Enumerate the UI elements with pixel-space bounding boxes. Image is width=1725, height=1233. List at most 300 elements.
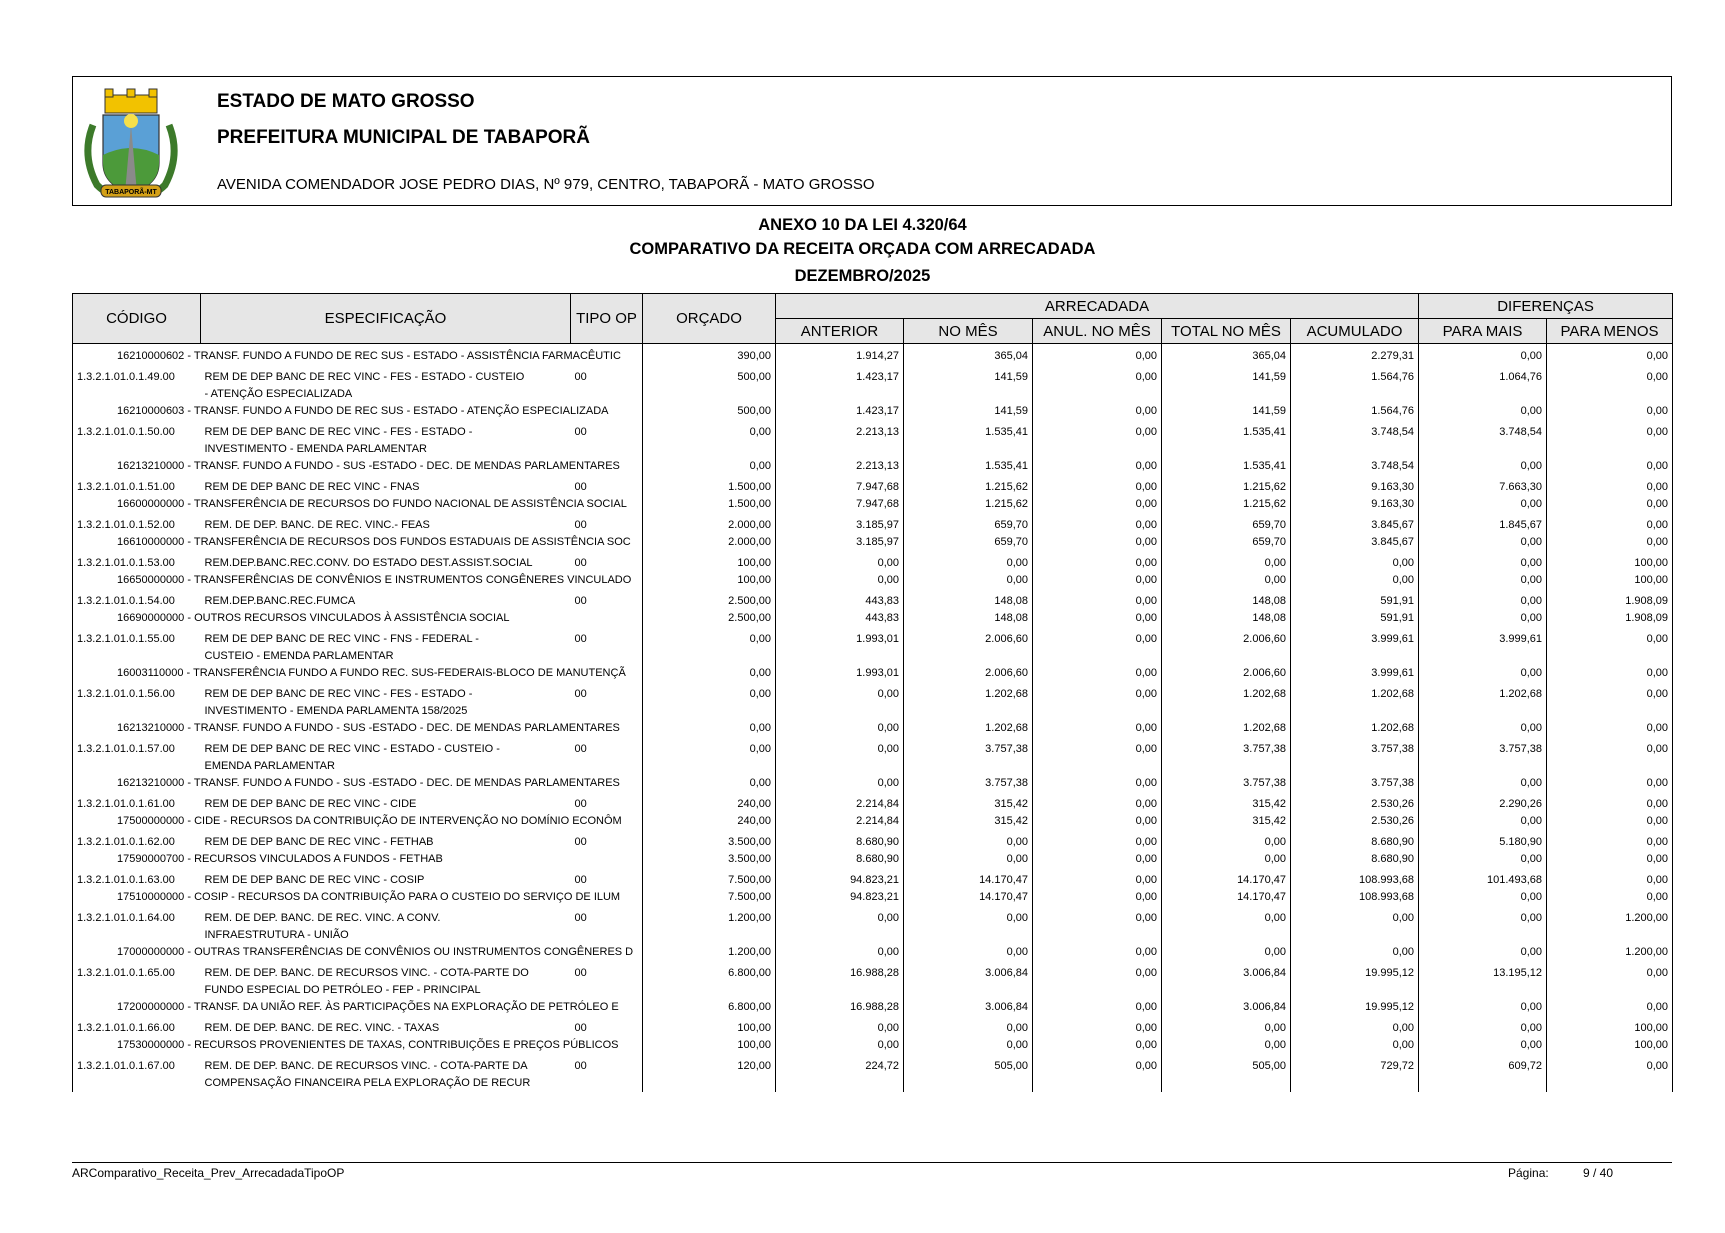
table-row [73, 1054, 1673, 1092]
revenue-table [72, 293, 1673, 1092]
value-para-menos: 1.200,00 [1547, 906, 1673, 944]
value-anul-no-mes: 0,00 [1033, 403, 1162, 420]
value-anul-no-mes: 0,00 [1033, 665, 1162, 682]
description-line: CUSTEIO - EMENDA PARLAMENTAR [204, 650, 394, 662]
description-line: REM DE DEP BANC DE REC VINC - FETHAB [204, 836, 434, 848]
value-para-menos: 100,00 [1547, 1016, 1673, 1037]
value-para-mais: 0,00 [1419, 344, 1547, 366]
value-anterior: 8.680,90 [776, 851, 904, 868]
value-no-mes: 365,04 [904, 344, 1033, 366]
value-para-menos: 0,00 [1547, 513, 1673, 534]
value-acumulado: 2.530,26 [1291, 792, 1419, 813]
value-para-mais: 0,00 [1419, 906, 1547, 944]
value-total-no-mes: 2.006,60 [1162, 627, 1291, 665]
value-total-no-mes: 315,42 [1162, 792, 1291, 813]
description-line: EMENDA PARLAMENTAR [204, 760, 335, 772]
tipo-op: 00 [571, 1054, 643, 1092]
source-code: 17530000000 [117, 1039, 185, 1051]
value-para-mais: 0,00 [1419, 813, 1547, 830]
value-total-no-mes: 0,00 [1162, 830, 1291, 851]
value-acumulado: 3.999,61 [1291, 665, 1419, 682]
value-no-mes: 1.215,62 [904, 475, 1033, 496]
description-line: REM DE DEP BANC DE REC VINC - FNAS [204, 481, 420, 493]
account-description [201, 551, 571, 572]
value-para-menos: 100,00 [1547, 1037, 1673, 1054]
account-description [201, 1054, 571, 1092]
value-acumulado: 9.163,30 [1291, 496, 1419, 513]
table-row [73, 792, 1673, 813]
col-header-para-mais: PARA MAIS [1419, 319, 1547, 344]
account-description [201, 737, 571, 775]
source-cell [73, 496, 643, 513]
value-total-no-mes: 1.215,62 [1162, 496, 1291, 513]
value-no-mes: 14.170,47 [904, 868, 1033, 889]
value-para-mais: 0,00 [1419, 851, 1547, 868]
value-para-mais: 0,00 [1419, 496, 1547, 513]
source-description: - TRANSFERÊNCIA DE RECURSOS DOS FUNDOS ESTADUAIS DE ASSISTÊNCIA SOC [187, 536, 631, 548]
value-total-no-mes: 315,42 [1162, 813, 1291, 830]
value-total-no-mes: 1.535,41 [1162, 420, 1291, 458]
value-total-no-mes: 3.006,84 [1162, 961, 1291, 999]
tipo-op: 00 [571, 737, 643, 775]
table-row [73, 627, 1673, 665]
account-description [201, 475, 571, 496]
value-para-menos: 0,00 [1547, 961, 1673, 999]
value-para-mais: 0,00 [1419, 720, 1547, 737]
value-para-menos: 0,00 [1547, 534, 1673, 551]
value-anul-no-mes: 0,00 [1033, 589, 1162, 610]
value-anul-no-mes: 0,00 [1033, 365, 1162, 403]
value-anul-no-mes: 0,00 [1033, 720, 1162, 737]
account-code: 1.3.2.1.01.0.1.63.00 [73, 868, 201, 889]
value-no-mes: 315,42 [904, 792, 1033, 813]
value-para-menos: 1.908,09 [1547, 610, 1673, 627]
value-no-mes: 0,00 [904, 830, 1033, 851]
value-orcado: 1.200,00 [643, 906, 776, 944]
description-line: REM DE DEP BANC DE REC VINC - ESTADO - CUSTEIO - [204, 743, 500, 755]
value-orcado: 390,00 [643, 344, 776, 366]
col-header-total-no-mes: TOTAL NO MÊS [1162, 319, 1291, 344]
address: AVENIDA COMENDADOR JOSE PEDRO DIAS, Nº 979, CENTRO, TABAPORÃ - MATO GROSSO [217, 176, 875, 193]
table-row [73, 365, 1673, 403]
col-header-codigo: CÓDIGO [73, 294, 201, 344]
description-line: REM. DE DEP. BANC. DE RECURSOS VINC. - COTA-PARTE DO [204, 967, 529, 979]
value-para-mais: 7.663,30 [1419, 475, 1547, 496]
value-para-menos: 0,00 [1547, 851, 1673, 868]
account-code: 1.3.2.1.01.0.1.49.00 [73, 365, 201, 403]
value-acumulado: 729,72 [1291, 1054, 1419, 1092]
footer-divider [72, 1162, 1672, 1163]
value-para-mais: 5.180,90 [1419, 830, 1547, 851]
value-para-menos: 0,00 [1547, 720, 1673, 737]
value-para-mais: 3.757,38 [1419, 737, 1547, 775]
source-code: 16210000602 [117, 350, 185, 362]
source-description: - TRANSF. DA UNIÃO REF. ÀS PARTICIPAÇÕES NA EXPLORAÇÃO DE PETRÓLEO E [187, 1001, 619, 1013]
value-acumulado: 3.748,54 [1291, 458, 1419, 475]
value-anterior: 0,00 [776, 572, 904, 589]
value-anul-no-mes: 0,00 [1033, 775, 1162, 792]
value-orcado: 100,00 [643, 551, 776, 572]
source-code: 16690000000 [117, 612, 185, 624]
description-line: - ATENÇÃO ESPECIALIZADA [204, 388, 353, 400]
value-orcado: 0,00 [643, 682, 776, 720]
value-total-no-mes: 3.757,38 [1162, 737, 1291, 775]
description-line: INVESTIMENTO - EMENDA PARLAMENTA 158/2025 [204, 705, 468, 717]
value-anterior: 443,83 [776, 610, 904, 627]
account-description [201, 365, 571, 403]
value-para-mais: 0,00 [1419, 534, 1547, 551]
value-total-no-mes: 659,70 [1162, 513, 1291, 534]
table-row [73, 737, 1673, 775]
value-acumulado: 1.202,68 [1291, 720, 1419, 737]
value-para-menos: 0,00 [1547, 737, 1673, 775]
value-orcado: 0,00 [643, 420, 776, 458]
value-anul-no-mes: 0,00 [1033, 610, 1162, 627]
col-header-para-menos: PARA MENOS [1547, 319, 1673, 344]
value-acumulado: 0,00 [1291, 1037, 1419, 1054]
value-no-mes: 148,08 [904, 610, 1033, 627]
value-para-mais: 1.202,68 [1419, 682, 1547, 720]
value-para-mais: 2.290,26 [1419, 792, 1547, 813]
account-description [201, 420, 571, 458]
value-para-menos: 0,00 [1547, 458, 1673, 475]
value-orcado: 2.500,00 [643, 610, 776, 627]
table-row [73, 1037, 1673, 1054]
value-para-mais: 0,00 [1419, 589, 1547, 610]
account-description [201, 589, 571, 610]
table-row [73, 589, 1673, 610]
value-anterior: 7.947,68 [776, 496, 904, 513]
value-no-mes: 3.757,38 [904, 737, 1033, 775]
description-line: REM. DE DEP. BANC. DE REC. VINC.- FEAS [204, 519, 430, 531]
value-para-mais: 0,00 [1419, 610, 1547, 627]
value-acumulado: 3.845,67 [1291, 513, 1419, 534]
description-line: REM. DE DEP. BANC. DE REC. VINC. - TAXAS [204, 1022, 440, 1034]
description-line: REM DE DEP BANC DE REC VINC - FNS - FEDERAL - [204, 633, 479, 645]
value-no-mes: 2.006,60 [904, 627, 1033, 665]
value-total-no-mes: 14.170,47 [1162, 889, 1291, 906]
city-name: PREFEITURA MUNICIPAL DE TABAPORÃ [217, 127, 590, 148]
table-row [73, 572, 1673, 589]
svg-text:TABAPORÃ-MT: TABAPORÃ-MT [105, 189, 157, 196]
value-acumulado: 591,91 [1291, 610, 1419, 627]
value-total-no-mes: 659,70 [1162, 534, 1291, 551]
source-code: 16650000000 [117, 574, 185, 586]
value-acumulado: 3.748,54 [1291, 420, 1419, 458]
value-anterior: 0,00 [776, 906, 904, 944]
value-anterior: 1.993,01 [776, 627, 904, 665]
value-orcado: 0,00 [643, 665, 776, 682]
value-anul-no-mes: 0,00 [1033, 1037, 1162, 1054]
value-para-mais: 13.195,12 [1419, 961, 1547, 999]
value-total-no-mes: 3.006,84 [1162, 999, 1291, 1016]
table-row [73, 889, 1673, 906]
value-anterior: 7.947,68 [776, 475, 904, 496]
tipo-op: 00 [571, 365, 643, 403]
tipo-op: 00 [571, 627, 643, 665]
value-anterior: 94.823,21 [776, 889, 904, 906]
account-code: 1.3.2.1.01.0.1.57.00 [73, 737, 201, 775]
value-anul-no-mes: 0,00 [1033, 1016, 1162, 1037]
tipo-op: 00 [571, 868, 643, 889]
source-description: - TRANSFERÊNCIA DE RECURSOS DO FUNDO NACIONAL DE ASSISTÊNCIA SOCIAL [187, 498, 627, 510]
value-orcado: 0,00 [643, 627, 776, 665]
value-total-no-mes: 141,59 [1162, 365, 1291, 403]
table-row [73, 813, 1673, 830]
value-para-mais: 0,00 [1419, 775, 1547, 792]
source-cell [73, 720, 643, 737]
table-row [73, 830, 1673, 851]
col-header-arrecadada: ARRECADADA [776, 294, 1419, 319]
value-orcado: 1.200,00 [643, 944, 776, 961]
value-anterior: 3.185,97 [776, 513, 904, 534]
value-orcado: 0,00 [643, 458, 776, 475]
value-anul-no-mes: 0,00 [1033, 889, 1162, 906]
value-orcado: 2.000,00 [643, 513, 776, 534]
description-line: REM DE DEP BANC DE REC VINC - FES - ESTADO - CUSTEIO [204, 371, 525, 383]
value-para-mais: 0,00 [1419, 999, 1547, 1016]
value-anterior: 1.993,01 [776, 665, 904, 682]
table-row [73, 496, 1673, 513]
value-no-mes: 141,59 [904, 403, 1033, 420]
table-row [73, 513, 1673, 534]
account-code: 1.3.2.1.01.0.1.50.00 [73, 420, 201, 458]
value-para-menos: 0,00 [1547, 344, 1673, 366]
source-cell [73, 572, 643, 589]
value-orcado: 6.800,00 [643, 999, 776, 1016]
value-anul-no-mes: 0,00 [1033, 551, 1162, 572]
value-total-no-mes: 3.757,38 [1162, 775, 1291, 792]
tipo-op: 00 [571, 589, 643, 610]
value-acumulado: 3.757,38 [1291, 737, 1419, 775]
value-para-menos: 1.908,09 [1547, 589, 1673, 610]
source-cell [73, 458, 643, 475]
tipo-op: 00 [571, 906, 643, 944]
account-description [201, 792, 571, 813]
description-line: REM DE DEP BANC DE REC VINC - FES - ESTADO - [204, 688, 473, 700]
tipo-op: 00 [571, 513, 643, 534]
account-code: 1.3.2.1.01.0.1.66.00 [73, 1016, 201, 1037]
col-header-tipo-op: TIPO OP [571, 294, 643, 344]
source-code: 16610000000 [117, 536, 185, 548]
value-anul-no-mes: 0,00 [1033, 813, 1162, 830]
source-cell [73, 610, 643, 627]
source-description: - TRANSFERÊNCIAS DE CONVÊNIOS E INSTRUMENTOS CONGÊNERES VINCULADO [187, 574, 632, 586]
account-code: 1.3.2.1.01.0.1.51.00 [73, 475, 201, 496]
value-acumulado: 3.999,61 [1291, 627, 1419, 665]
table-row [73, 906, 1673, 944]
value-no-mes: 0,00 [904, 1016, 1033, 1037]
state-name: ESTADO DE MATO GROSSO [217, 91, 475, 112]
value-anul-no-mes: 0,00 [1033, 458, 1162, 475]
value-orcado: 6.800,00 [643, 961, 776, 999]
source-description: - TRANSF. FUNDO A FUNDO - SUS -ESTADO - DEC. DE MENDAS PARLAMENTARES [187, 460, 620, 472]
value-anterior: 0,00 [776, 551, 904, 572]
description-line: REM DE DEP BANC DE REC VINC - FES - ESTADO - [204, 426, 473, 438]
description-line: COMPENSAÇÃO FINANCEIRA PELA EXPLORAÇÃO DE RECUR [204, 1077, 531, 1089]
value-no-mes: 148,08 [904, 589, 1033, 610]
source-cell [73, 344, 643, 366]
table-row [73, 610, 1673, 627]
value-acumulado: 3.757,38 [1291, 775, 1419, 792]
col-header-especificacao: ESPECIFICAÇÃO [201, 294, 571, 344]
value-total-no-mes: 0,00 [1162, 1037, 1291, 1054]
report-period: DEZEMBRO/2025 [794, 267, 931, 285]
source-code: 17590000700 [117, 853, 185, 865]
value-para-menos: 0,00 [1547, 792, 1673, 813]
value-para-menos: 0,00 [1547, 999, 1673, 1016]
value-acumulado: 1.202,68 [1291, 682, 1419, 720]
value-no-mes: 659,70 [904, 534, 1033, 551]
description-line: REM. DE DEP. BANC. DE REC. VINC. A CONV. [204, 912, 441, 924]
source-cell [73, 1037, 643, 1054]
tipo-op: 00 [571, 475, 643, 496]
value-acumulado: 19.995,12 [1291, 999, 1419, 1016]
table-row [73, 720, 1673, 737]
value-anterior: 0,00 [776, 720, 904, 737]
source-description: - TRANSF. FUNDO A FUNDO - SUS -ESTADO - DEC. DE MENDAS PARLAMENTARES [187, 722, 620, 734]
description-line: FUNDO ESPECIAL DO PETRÓLEO - FEP - PRINCIPAL [204, 984, 481, 996]
account-code: 1.3.2.1.01.0.1.55.00 [73, 627, 201, 665]
table-row [73, 344, 1673, 366]
value-para-mais: 0,00 [1419, 1016, 1547, 1037]
value-para-mais: 0,00 [1419, 572, 1547, 589]
value-total-no-mes: 0,00 [1162, 906, 1291, 944]
table-row [73, 458, 1673, 475]
source-code: 16213210000 [117, 460, 185, 472]
value-para-menos: 1.200,00 [1547, 944, 1673, 961]
value-orcado: 500,00 [643, 403, 776, 420]
value-para-menos: 0,00 [1547, 868, 1673, 889]
source-cell [73, 665, 643, 682]
value-orcado: 120,00 [643, 1054, 776, 1092]
value-total-no-mes: 365,04 [1162, 344, 1291, 366]
source-description: - CIDE - RECURSOS DA CONTRIBUIÇÃO DE INTERVENÇÃO NO DOMÍNIO ECONÔM [187, 815, 622, 827]
value-total-no-mes: 1.202,68 [1162, 720, 1291, 737]
value-total-no-mes: 1.535,41 [1162, 458, 1291, 475]
col-header-anterior: ANTERIOR [776, 319, 904, 344]
value-no-mes: 3.757,38 [904, 775, 1033, 792]
source-cell [73, 813, 643, 830]
table-row [73, 665, 1673, 682]
value-para-mais: 3.748,54 [1419, 420, 1547, 458]
value-orcado: 3.500,00 [643, 830, 776, 851]
value-no-mes: 1.215,62 [904, 496, 1033, 513]
value-no-mes: 0,00 [904, 851, 1033, 868]
value-total-no-mes: 1.215,62 [1162, 475, 1291, 496]
value-no-mes: 0,00 [904, 1037, 1033, 1054]
value-total-no-mes: 0,00 [1162, 551, 1291, 572]
value-acumulado: 591,91 [1291, 589, 1419, 610]
tipo-op: 00 [571, 551, 643, 572]
value-anterior: 3.185,97 [776, 534, 904, 551]
value-para-menos: 0,00 [1547, 775, 1673, 792]
value-para-menos: 0,00 [1547, 365, 1673, 403]
value-orcado: 0,00 [643, 737, 776, 775]
tipo-op: 00 [571, 682, 643, 720]
description-line: REM DE DEP BANC DE REC VINC - COSIP [204, 874, 425, 886]
table-row [73, 775, 1673, 792]
table-row [73, 961, 1673, 999]
value-anterior: 94.823,21 [776, 868, 904, 889]
account-code: 1.3.2.1.01.0.1.67.00 [73, 1054, 201, 1092]
value-orcado: 0,00 [643, 775, 776, 792]
value-anul-no-mes: 0,00 [1033, 534, 1162, 551]
value-no-mes: 3.006,84 [904, 999, 1033, 1016]
tipo-op: 00 [571, 792, 643, 813]
page-label: Página: [1508, 1166, 1549, 1180]
value-orcado: 100,00 [643, 572, 776, 589]
value-para-menos: 0,00 [1547, 496, 1673, 513]
source-cell [73, 889, 643, 906]
col-header-acumulado: ACUMULADO [1291, 319, 1419, 344]
source-code: 17500000000 [117, 815, 185, 827]
value-no-mes: 1.535,41 [904, 458, 1033, 475]
value-orcado: 7.500,00 [643, 889, 776, 906]
source-cell [73, 944, 643, 961]
source-description: - TRANSF. FUNDO A FUNDO - SUS -ESTADO - DEC. DE MENDAS PARLAMENTARES [187, 777, 620, 789]
value-anul-no-mes: 0,00 [1033, 906, 1162, 944]
value-anul-no-mes: 0,00 [1033, 999, 1162, 1016]
source-description: - COSIP - RECURSOS DA CONTRIBUIÇÃO PARA O CUSTEIO DO SERVIÇO DE ILUM [187, 891, 621, 903]
value-anterior: 2.214,84 [776, 813, 904, 830]
value-acumulado: 108.993,68 [1291, 868, 1419, 889]
municipal-crest-icon [79, 85, 183, 203]
description-line: REM DE DEP BANC DE REC VINC - CIDE [204, 798, 417, 810]
value-no-mes: 505,00 [904, 1054, 1033, 1092]
value-para-menos: 0,00 [1547, 420, 1673, 458]
source-cell [73, 775, 643, 792]
description-line: INFRAESTRUTURA - UNIÃO [204, 929, 349, 941]
value-para-menos: 0,00 [1547, 830, 1673, 851]
value-acumulado: 8.680,90 [1291, 830, 1419, 851]
value-acumulado: 2.530,26 [1291, 813, 1419, 830]
value-acumulado: 0,00 [1291, 572, 1419, 589]
value-total-no-mes: 148,08 [1162, 589, 1291, 610]
value-anul-no-mes: 0,00 [1033, 475, 1162, 496]
value-para-menos: 0,00 [1547, 665, 1673, 682]
tipo-op: 00 [571, 961, 643, 999]
value-anul-no-mes: 0,00 [1033, 1054, 1162, 1092]
source-description: - TRANSF. FUNDO A FUNDO DE REC SUS - ESTADO - ATENÇÃO ESPECIALIZADA [187, 405, 609, 417]
value-anterior: 0,00 [776, 682, 904, 720]
account-description [201, 682, 571, 720]
value-anul-no-mes: 0,00 [1033, 344, 1162, 366]
account-code: 1.3.2.1.01.0.1.56.00 [73, 682, 201, 720]
value-acumulado: 19.995,12 [1291, 961, 1419, 999]
value-total-no-mes: 14.170,47 [1162, 868, 1291, 889]
page-number: 9 / 40 [1583, 1166, 1614, 1180]
value-para-mais: 0,00 [1419, 403, 1547, 420]
source-description: - RECURSOS PROVENIENTES DE TAXAS, CONTRIBUIÇÕES E PREÇOS PÚBLICOS [187, 1039, 619, 1051]
value-anul-no-mes: 0,00 [1033, 627, 1162, 665]
report-subtitle: COMPARATIVO DA RECEITA ORÇADA COM ARRECADADA [629, 240, 1096, 258]
account-code: 1.3.2.1.01.0.1.53.00 [73, 551, 201, 572]
value-no-mes: 2.006,60 [904, 665, 1033, 682]
value-acumulado: 2.279,31 [1291, 344, 1419, 366]
value-no-mes: 14.170,47 [904, 889, 1033, 906]
value-orcado: 1.500,00 [643, 475, 776, 496]
account-description [201, 830, 571, 851]
source-code: 16213210000 [117, 777, 185, 789]
value-orcado: 1.500,00 [643, 496, 776, 513]
value-anul-no-mes: 0,00 [1033, 737, 1162, 775]
value-para-mais: 1.064,76 [1419, 365, 1547, 403]
value-anterior: 1.423,17 [776, 365, 904, 403]
account-description [201, 868, 571, 889]
value-no-mes: 315,42 [904, 813, 1033, 830]
table-row [73, 403, 1673, 420]
